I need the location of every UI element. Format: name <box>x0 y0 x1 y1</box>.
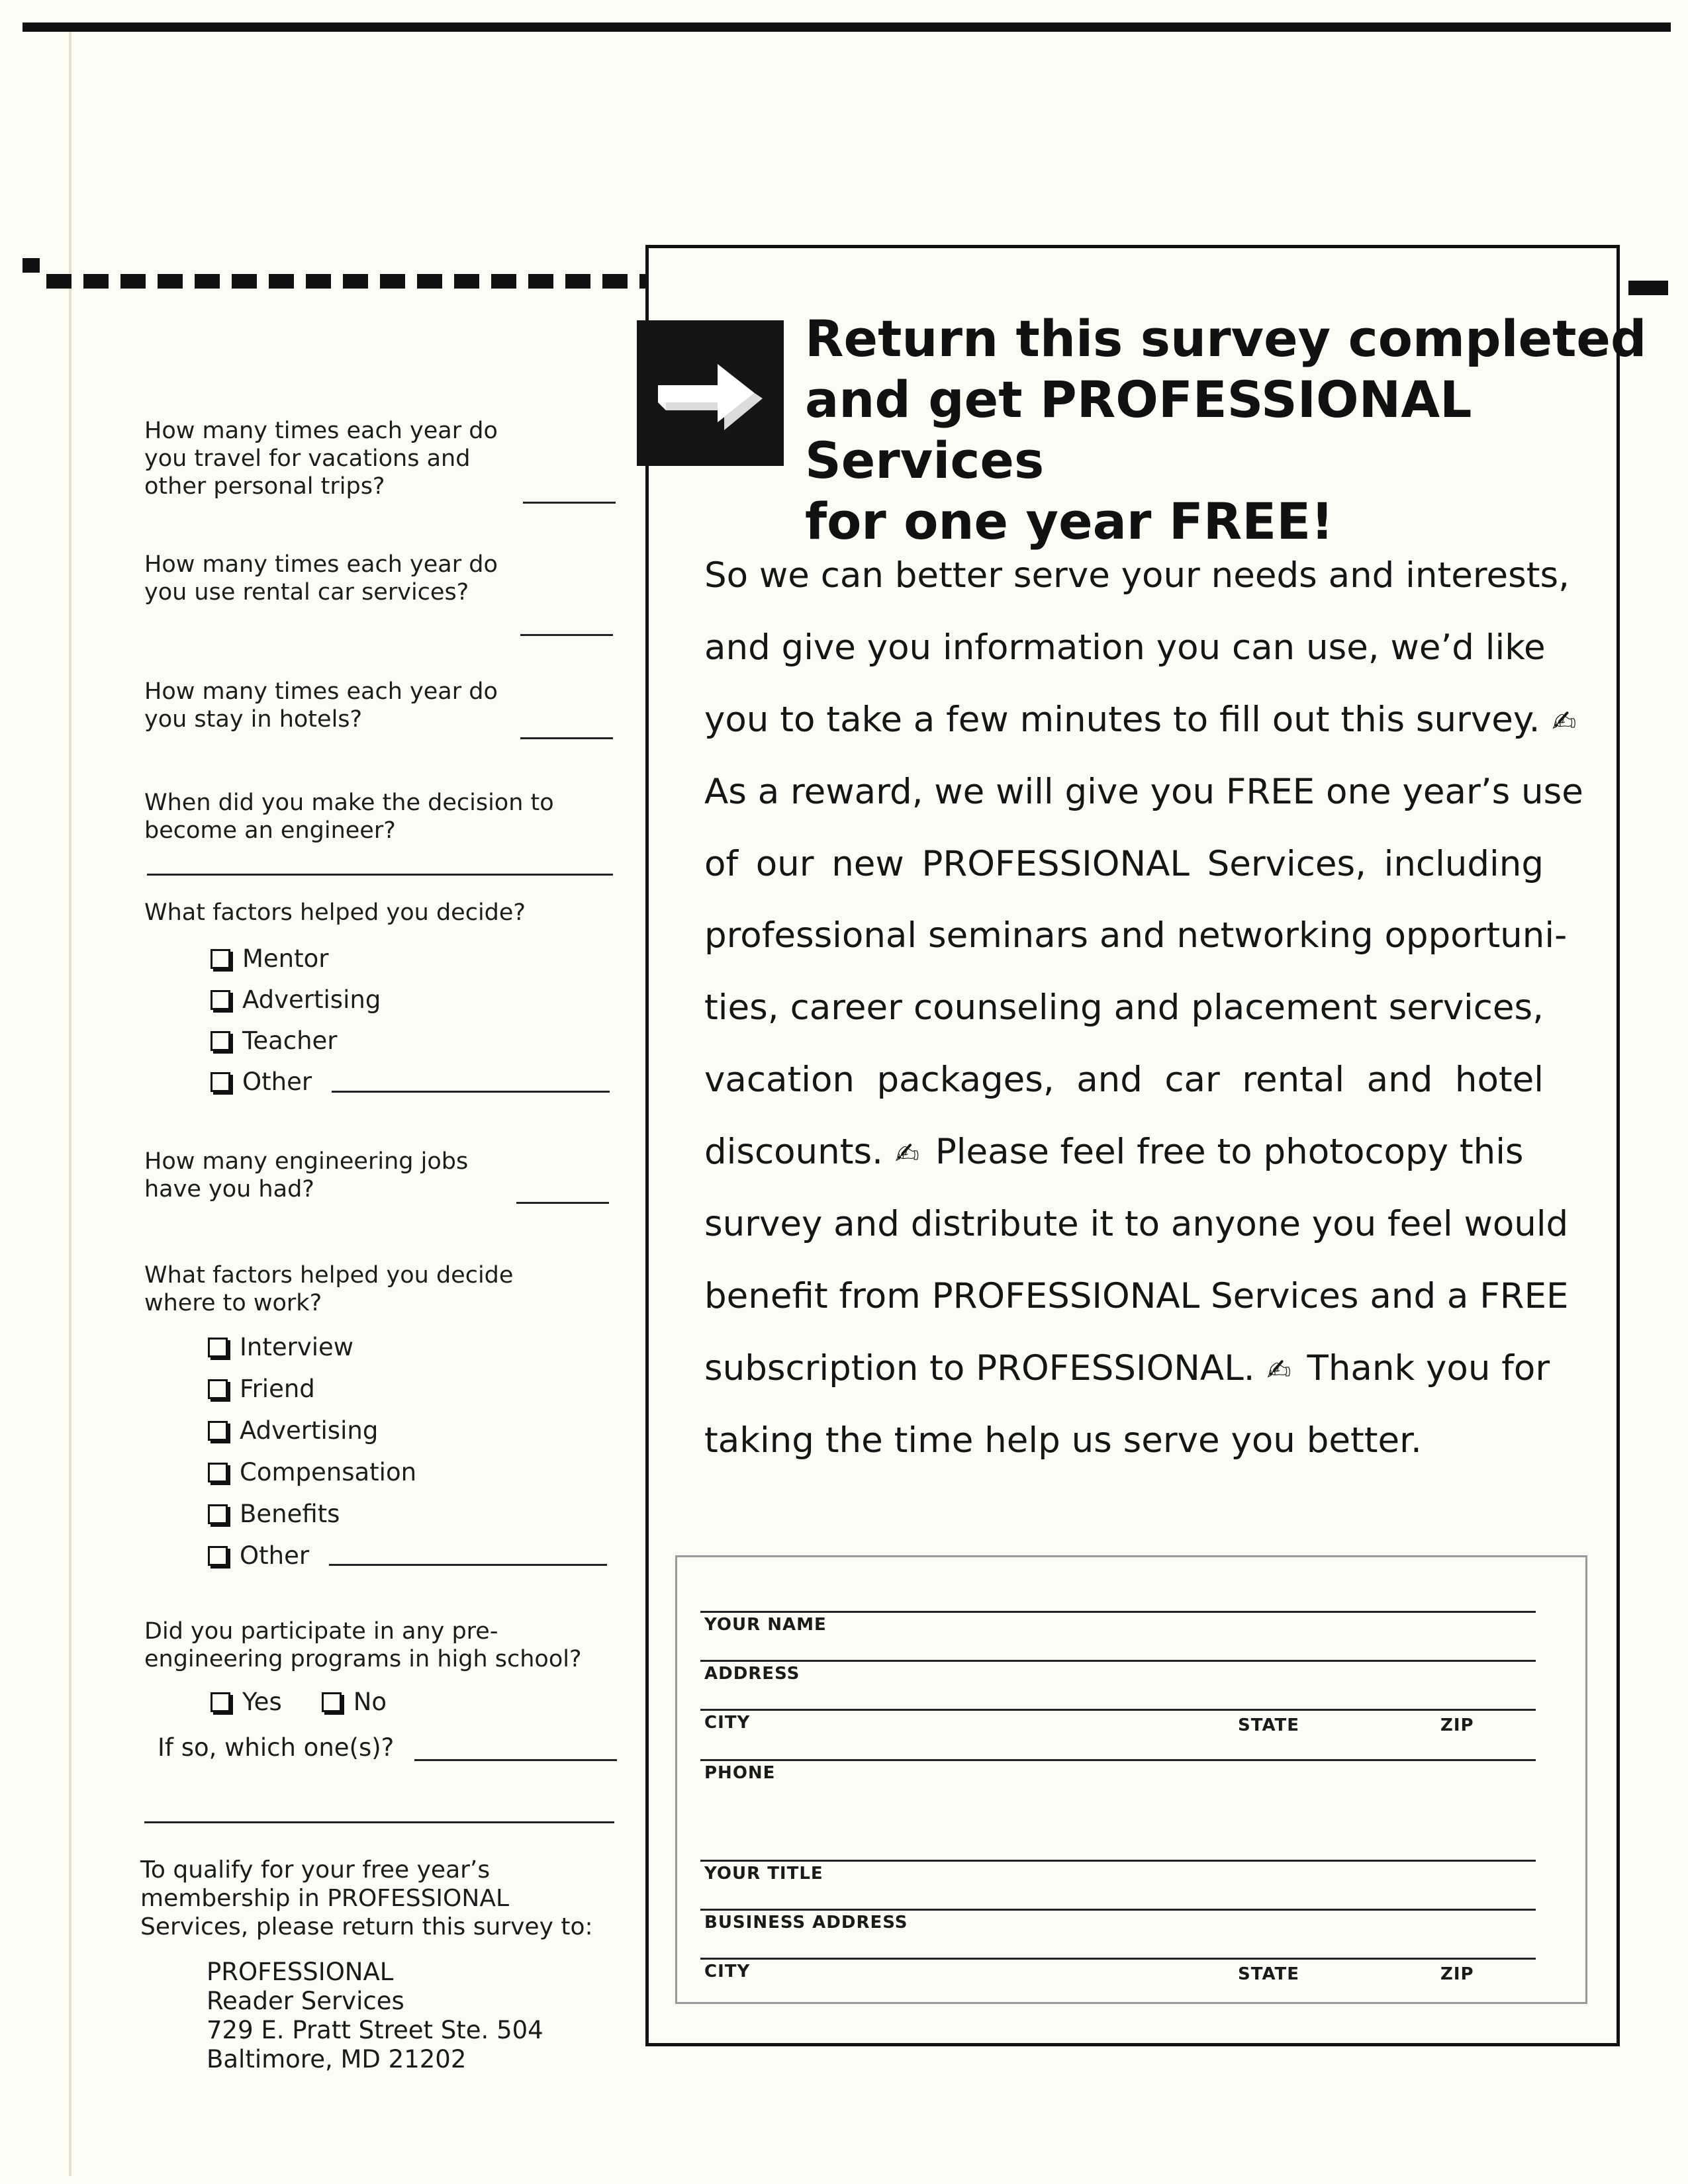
checkbox-icon[interactable] <box>208 1421 228 1441</box>
checkbox-icon[interactable] <box>211 990 230 1010</box>
answer-line-vacation-trips[interactable] <box>523 502 616 504</box>
answer-line-hotels[interactable] <box>520 737 613 739</box>
question-engineering-jobs: How many engineering jobs have you had? <box>144 1148 469 1203</box>
pen-writing-icon: ✍ <box>1552 704 1577 739</box>
checkbox-icon[interactable] <box>208 1546 228 1566</box>
top-rule <box>23 23 1671 32</box>
option-compensation[interactable]: Compensation <box>208 1451 607 1493</box>
option-friend[interactable]: Friend <box>208 1368 607 1410</box>
return-instructions: To qualify for your free year’s membership in PROFESSIONAL Services, please return this survey to: <box>140 1856 593 1940</box>
question-which-ones: If so, which one(s)? <box>158 1733 395 1762</box>
checkbox-icon[interactable] <box>208 1504 228 1524</box>
option-yes[interactable]: Yes <box>211 1688 282 1717</box>
address-label: ADDRESS <box>704 1664 800 1684</box>
answer-line-engineering-jobs[interactable] <box>516 1202 609 1204</box>
other-answer-line[interactable] <box>332 1091 610 1093</box>
pen-writing-icon: ✍ <box>1266 1353 1291 1387</box>
survey-body: So we can better serve your needs and interests, and give you information you can use, we’d like you to take a few minutes to fill out this survey. ✍ As a reward, we will give you FREE one year’s use of our new PROFESSIONAL Services, including professional seminars and networking opportuni- ties, career counseling and placement services, vacation packages, and car rental and hotel discounts. ✍ Please feel free to photocopy this survey and distribute it to anyone you feel would benefit from PROFESSIONAL Services and a FREE subscription to PROFESSIONAL. ✍ Thank you for taking the time help us serve you better. <box>704 555 1583 1461</box>
your-name-label: YOUR NAME <box>704 1615 827 1635</box>
checkbox-icon[interactable] <box>211 949 230 969</box>
answer-line-rental-car[interactable] <box>520 634 613 636</box>
option-other-work[interactable]: Other <box>208 1535 607 1576</box>
survey-headline: Return this survey completed and get PROFESSIONAL Services for one year FREE! <box>805 309 1647 551</box>
option-interview[interactable]: Interview <box>208 1326 607 1368</box>
business-address-line[interactable] <box>700 1909 1536 1911</box>
option-no[interactable]: No <box>322 1688 387 1717</box>
question-hotels: How many times each year do you stay in hotels? <box>144 678 498 733</box>
question-factors-work: What factors helped you decide where to work? <box>144 1262 514 1316</box>
question-factors-decide: What factors helped you decide? <box>144 899 526 926</box>
city-label: CITY <box>704 1713 751 1733</box>
state2-label: STATE <box>1238 1964 1300 1984</box>
phone-line[interactable] <box>700 1759 1536 1761</box>
option-mentor[interactable]: Mentor <box>211 938 610 979</box>
checkbox-icon[interactable] <box>208 1463 228 1482</box>
dashed-rule-right <box>1628 281 1668 295</box>
your-title-line[interactable] <box>700 1860 1536 1862</box>
option-advertising-work[interactable]: Advertising <box>208 1410 607 1451</box>
answer-line-decision[interactable] <box>147 874 613 876</box>
checkbox-icon[interactable] <box>211 1031 230 1051</box>
phone-label: PHONE <box>704 1763 776 1783</box>
city2-label: CITY <box>704 1962 751 1981</box>
dashed-rule-left <box>23 258 40 273</box>
answer-line-which-ones-2[interactable] <box>144 1821 614 1823</box>
option-benefits[interactable]: Benefits <box>208 1493 607 1535</box>
checkbox-icon[interactable] <box>322 1692 342 1712</box>
zip2-label: ZIP <box>1440 1964 1474 1984</box>
business-address-label: BUSINESS ADDRESS <box>704 1913 908 1933</box>
question-vacation-trips: How many times each year do you travel for vacations and other personal trips? <box>144 418 498 500</box>
city2-line[interactable] <box>700 1958 1536 1960</box>
options-factors-decide <box>211 938 610 1103</box>
arrow-right-icon <box>637 320 784 466</box>
options-factors-work <box>208 1326 607 1576</box>
mailing-address: PROFESSIONAL Reader Services 729 E. Pratt Street Ste. 504 Baltimore, MD 21202 <box>207 1958 543 2073</box>
yes-no-options <box>211 1688 387 1717</box>
checkbox-icon[interactable] <box>211 1072 230 1092</box>
checkbox-icon[interactable] <box>208 1379 228 1399</box>
address-line[interactable] <box>700 1660 1536 1662</box>
pen-writing-icon: ✍ <box>894 1137 919 1171</box>
option-advertising[interactable]: Advertising <box>211 979 610 1021</box>
binding-gutter <box>69 32 71 2176</box>
dashed-rule <box>46 274 645 289</box>
zip-label: ZIP <box>1440 1715 1474 1735</box>
your-name-line[interactable] <box>700 1611 1536 1613</box>
question-pre-engineering: Did you participate in any pre- engineering programs in high school? <box>144 1618 582 1672</box>
arrow-block <box>637 320 784 466</box>
option-teacher[interactable]: Teacher <box>211 1021 610 1062</box>
question-decision: When did you make the decision to become an engineer? <box>144 790 554 844</box>
checkbox-icon[interactable] <box>211 1692 230 1712</box>
option-other[interactable]: Other <box>211 1062 610 1103</box>
state-label: STATE <box>1238 1715 1300 1735</box>
city-line[interactable] <box>700 1709 1536 1711</box>
checkbox-icon[interactable] <box>208 1338 228 1357</box>
other-work-answer-line[interactable] <box>329 1564 607 1566</box>
your-title-label: YOUR TITLE <box>704 1864 823 1884</box>
question-rental-car: How many times each year do you use rental car services? <box>144 551 498 606</box>
answer-line-which-ones[interactable] <box>414 1759 617 1761</box>
